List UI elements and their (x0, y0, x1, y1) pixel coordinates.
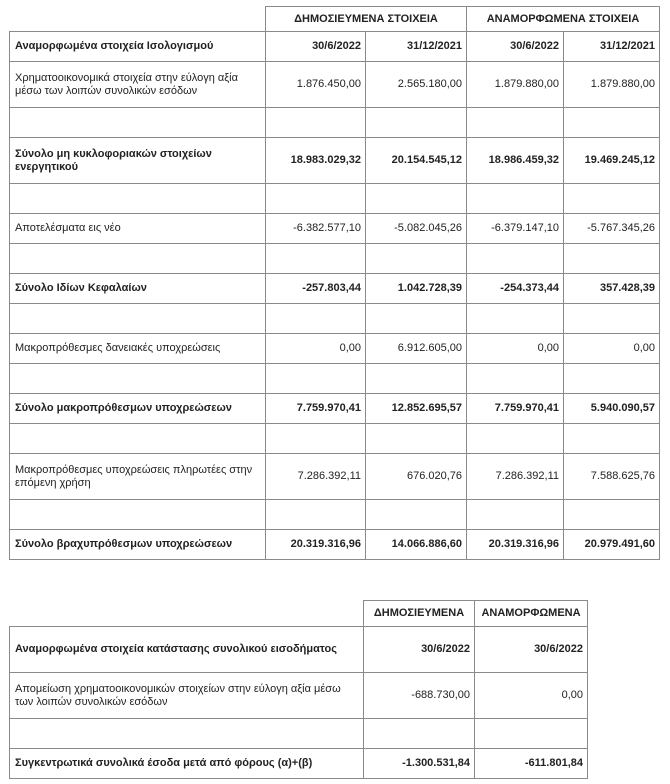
table-row (10, 138, 660, 184)
value-cell: -1.300.531,84 (364, 749, 475, 779)
value-cell: 12.852.695,57 (366, 394, 467, 424)
value-cell: -611.801,84 (475, 749, 588, 779)
value-cell: 1.879.880,00 (564, 62, 660, 108)
table-row (10, 454, 660, 500)
value-cell: 357.428,39 (564, 274, 660, 304)
table-row (10, 673, 588, 719)
table-row (10, 394, 660, 424)
row-label: Σύνολο μακροπρόθεσμων υποχρεώσεων (10, 394, 266, 424)
row-label: Σύνολο μη κυκλοφοριακών στοιχείων ενεργητικού (10, 138, 266, 184)
spacer-row (10, 304, 660, 334)
date-header-row (10, 627, 588, 673)
value-cell: -5.767.345,26 (564, 214, 660, 244)
value-cell: 2.565.180,00 (366, 62, 467, 108)
value-cell: -6.382.577,10 (266, 214, 366, 244)
value-cell: -254.373,44 (467, 274, 564, 304)
value-cell: 7.588.625,76 (564, 454, 660, 500)
empty-corner-cell (10, 7, 266, 32)
spacer-row (10, 364, 660, 394)
value-cell: 20.319.316,96 (266, 530, 366, 560)
spacer-row (10, 719, 588, 749)
group-header-row (10, 7, 660, 32)
date-header-cell: 31/12/2021 (366, 32, 467, 62)
table-row (10, 274, 660, 304)
value-cell: 0,00 (467, 334, 564, 364)
value-cell: -5.082.045,26 (366, 214, 467, 244)
group-header-restated: ΑΝΑΜΟΡΦΩΜΕΝΑ ΣΤΟΙΧΕΙΑ (467, 7, 660, 32)
value-cell: 14.066.886,60 (366, 530, 467, 560)
value-cell: -257.803,44 (266, 274, 366, 304)
row-label: Μακροπρόθεσμες δανειακές υποχρεώσεις (10, 334, 266, 364)
group-header-published: ΔΗΜΟΣΙΕΥΜΕΝΑ ΣΤΟΙΧΕΙΑ (266, 7, 467, 32)
spacer-row (10, 244, 660, 274)
table-title: Αναμορφωμένα στοιχεία κατάστασης συνολικού εισοδήματος (10, 627, 364, 673)
balance-sheet-table (9, 6, 660, 560)
spacer-row (10, 108, 660, 138)
value-cell: 18.986.459,32 (467, 138, 564, 184)
value-cell: 20.319.316,96 (467, 530, 564, 560)
row-label: Σύνολο βραχυπρόθεσμων υποχρεώσεων (10, 530, 266, 560)
table-row (10, 214, 660, 244)
row-label: Αποτελέσματα εις νέο (10, 214, 266, 244)
header-restated: ΑΝΑΜΟΡΦΩΜΕΝΑ (475, 601, 588, 627)
value-cell: 18.983.029,32 (266, 138, 366, 184)
value-cell: 7.759.970,41 (467, 394, 564, 424)
date-header-row (10, 32, 660, 62)
value-cell: 0,00 (266, 334, 366, 364)
table-row (10, 530, 660, 560)
value-cell: 7.286.392,11 (467, 454, 564, 500)
value-cell: 1.876.450,00 (266, 62, 366, 108)
row-label: Σύνολο Ιδίων Κεφαλαίων (10, 274, 266, 304)
date-header-cell: 30/6/2022 (266, 32, 366, 62)
row-label: Μακροπρόθεσμες υποχρεώσεις πληρωτέες στην επόμενη χρήση (10, 454, 266, 500)
date-header-cell: 30/6/2022 (475, 627, 588, 673)
table-row (10, 62, 660, 108)
value-cell: -6.379.147,10 (467, 214, 564, 244)
date-header-cell: 30/6/2022 (364, 627, 475, 673)
spacer-row (10, 184, 660, 214)
value-cell: 676.020,76 (366, 454, 467, 500)
value-cell: 7.286.392,11 (266, 454, 366, 500)
table-title: Αναμορφωμένα στοιχεία Ισολογισμού (10, 32, 266, 62)
table-row (10, 334, 660, 364)
date-header-cell: 30/6/2022 (467, 32, 564, 62)
group-header-row (10, 601, 588, 627)
value-cell: 0,00 (475, 673, 588, 719)
date-header-cell: 31/12/2021 (564, 32, 660, 62)
value-cell: 6.912.605,00 (366, 334, 467, 364)
row-label: Απομείωση χρηματοοικονομικών στοιχείων στην εύλογη αξία μέσω των λοιπών συνολικών εσόδων (10, 673, 364, 719)
value-cell: 0,00 (564, 334, 660, 364)
value-cell: 20.154.545,12 (366, 138, 467, 184)
header-published: ΔΗΜΟΣΙΕΥΜΕΝΑ (364, 601, 475, 627)
value-cell: 7.759.970,41 (266, 394, 366, 424)
value-cell: -688.730,00 (364, 673, 475, 719)
spacer-row (10, 500, 660, 530)
row-label: Συγκεντρωτικά συνολικά έσοδα μετά από φόρους (α)+(β) (10, 749, 364, 779)
table-row (10, 749, 588, 779)
value-cell: 19.469.245,12 (564, 138, 660, 184)
value-cell: 20.979.491,60 (564, 530, 660, 560)
spacer-row (10, 424, 660, 454)
value-cell: 1.042.728,39 (366, 274, 467, 304)
value-cell: 1.879.880,00 (467, 62, 564, 108)
value-cell: 5.940.090,57 (564, 394, 660, 424)
empty-corner-cell (10, 601, 364, 627)
income-statement-table (9, 600, 588, 779)
row-label: Χρηματοοικονομικά στοιχεία στην εύλογη αξία μέσω των λοιπών συνολικών εσόδων (10, 62, 266, 108)
